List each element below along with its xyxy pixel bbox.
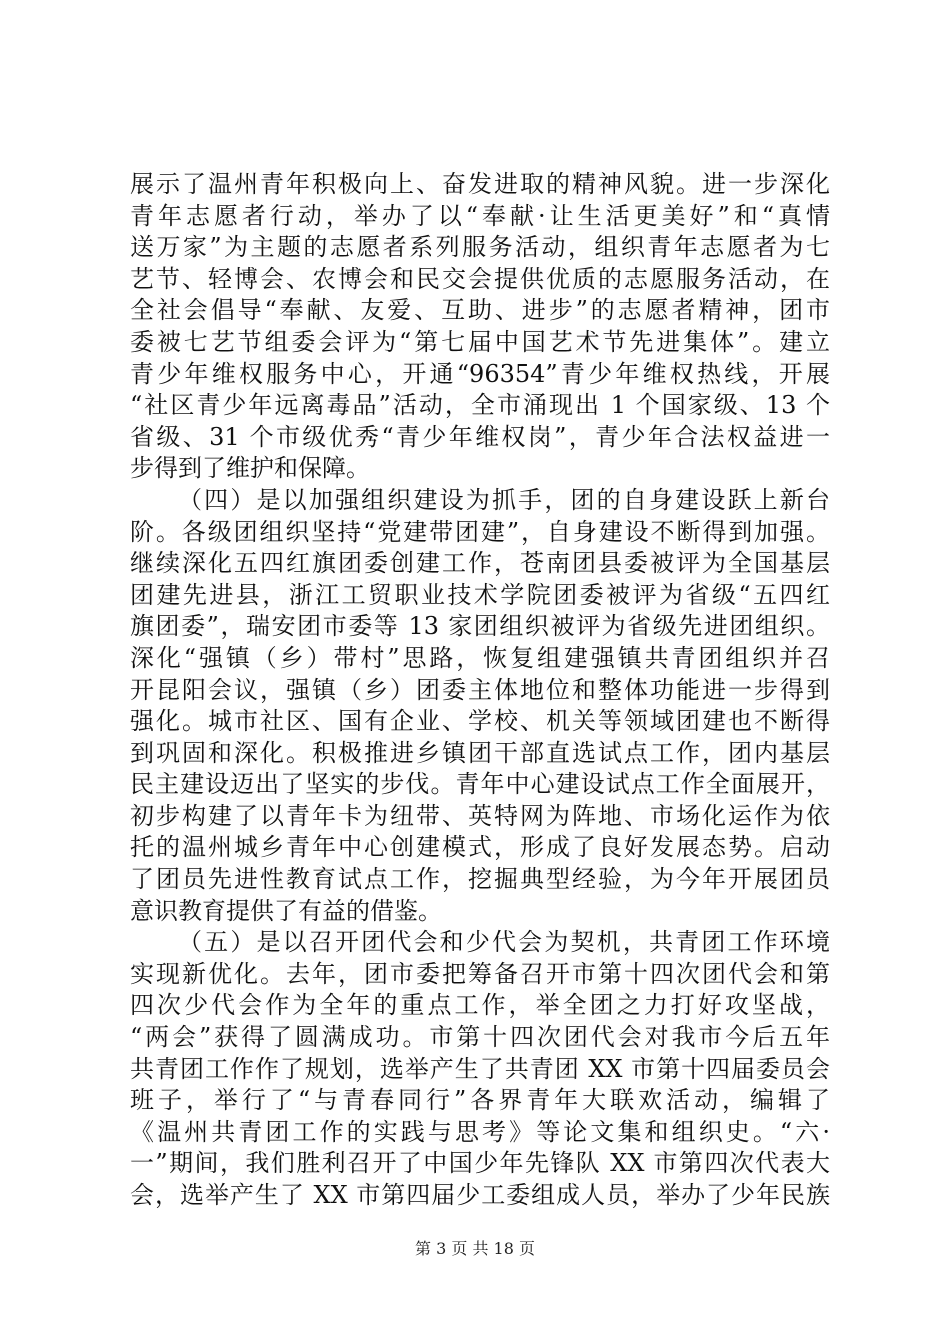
text-line: 四次少代会作为全年的重点工作，举全团之力打好攻坚战， [130, 991, 830, 1020]
text-line: 《温州共青团工作的实践与思考》等论文集和组织史。“六· [130, 1117, 830, 1146]
text-line: 一”期间，我们胜利召开了中国少年先锋队 XX 市第四次代表大 [130, 1149, 830, 1178]
text-line: 旗团委”，瑞安团市委等 13 家团组织被评为省级先进团组织。 [130, 612, 830, 641]
paragraph-heading-5: （五）是以召开团代会和少代会为契机，共青团工作环境 [178, 928, 830, 957]
text-line: 艺节、轻博会、农博会和民交会提供优质的志愿服务活动，在 [130, 264, 830, 293]
text-line: 到巩固和深化。积极推进乡镇团干部直选试点工作，团内基层 [130, 738, 830, 767]
text-line: 实现新优化。去年，团市委把筹备召开市第十四次团代会和第 [130, 959, 830, 988]
text-line: 托的温州城乡青年中心创建模式，形成了良好发展态势。启动 [130, 833, 830, 862]
text-line: 送万家”为主题的志愿者系列服务活动，组织青年志愿者为七 [130, 233, 830, 262]
text-line: 共青团工作作了规划，选举产生了共青团 XX 市第十四届委员会 [130, 1054, 830, 1083]
text-line: 初步构建了以青年卡为纽带、英特网为阵地、市场化运作为依 [130, 801, 830, 830]
body-text [130, 169, 830, 1212]
text-line: 阶。各级团组织坚持“党建带团建”，自身建设不断得到加强。 [130, 517, 830, 546]
text-line: 意识教育提供了有益的借鉴。 [130, 896, 442, 925]
text-line: 会，选举产生了 XX 市第四届少工委组成人员，举办了少年民族 [130, 1181, 830, 1209]
text-line: 展示了温州青年积极向上、奋发进取的精神风貌。进一步深化 [130, 170, 830, 198]
text-line: 委被七艺节组委会评为“第七届中国艺术节先进集体”。建立 [130, 327, 830, 356]
text-line: 青年志愿者行动，举办了以“奉献·让生活更美好”和“真情 [130, 201, 830, 230]
text-line: 省级、31 个市级优秀“青少年维权岗”，青少年合法权益进一 [130, 422, 830, 451]
text-line: 深化“强镇（乡）带村”思路，恢复组建强镇共青团组织并召 [130, 643, 830, 672]
paragraph-heading-4: （四）是以加强组织建设为抓手，团的自身建设跃上新台 [178, 485, 830, 514]
text-line: 继续深化五四红旗团委创建工作，苍南团县委被评为全国基层 [130, 549, 830, 578]
text-line: 了团员先进性教育试点工作，挖掘典型经验，为今年开展团员 [130, 865, 830, 894]
text-line: 强化。城市社区、国有企业、学校、机关等领域团建也不断得 [130, 707, 830, 736]
page-number-footer: 第 3 页 共 18 页 [415, 1239, 535, 1258]
text-line: 步得到了维护和保障。 [130, 454, 370, 483]
text-line: 全社会倡导“奉献、友爱、互助、进步”的志愿者精神，团市 [130, 296, 830, 325]
text-line: 开昆阳会议，强镇（乡）团委主体地位和整体功能进一步得到 [130, 675, 830, 704]
text-line: “两会”获得了圆满成功。市第十四次团代会对我市今后五年 [130, 1023, 830, 1052]
text-line: 班子，举行了“与青春同行”各界青年大联欢活动，编辑了 [130, 1086, 830, 1115]
text-line: 民主建设迈出了坚实的步伐。青年中心建设试点工作全面展开， [130, 770, 830, 799]
text-line: 青少年维权服务中心，开通“96354”青少年维权热线，开展 [130, 359, 830, 388]
text-line: 团建先进县，浙江工贸职业技术学院团委被评为省级“五四红 [130, 580, 830, 609]
text-line: “社区青少年远离毒品”活动，全市涌现出 1 个国家级、13 个 [130, 391, 830, 420]
